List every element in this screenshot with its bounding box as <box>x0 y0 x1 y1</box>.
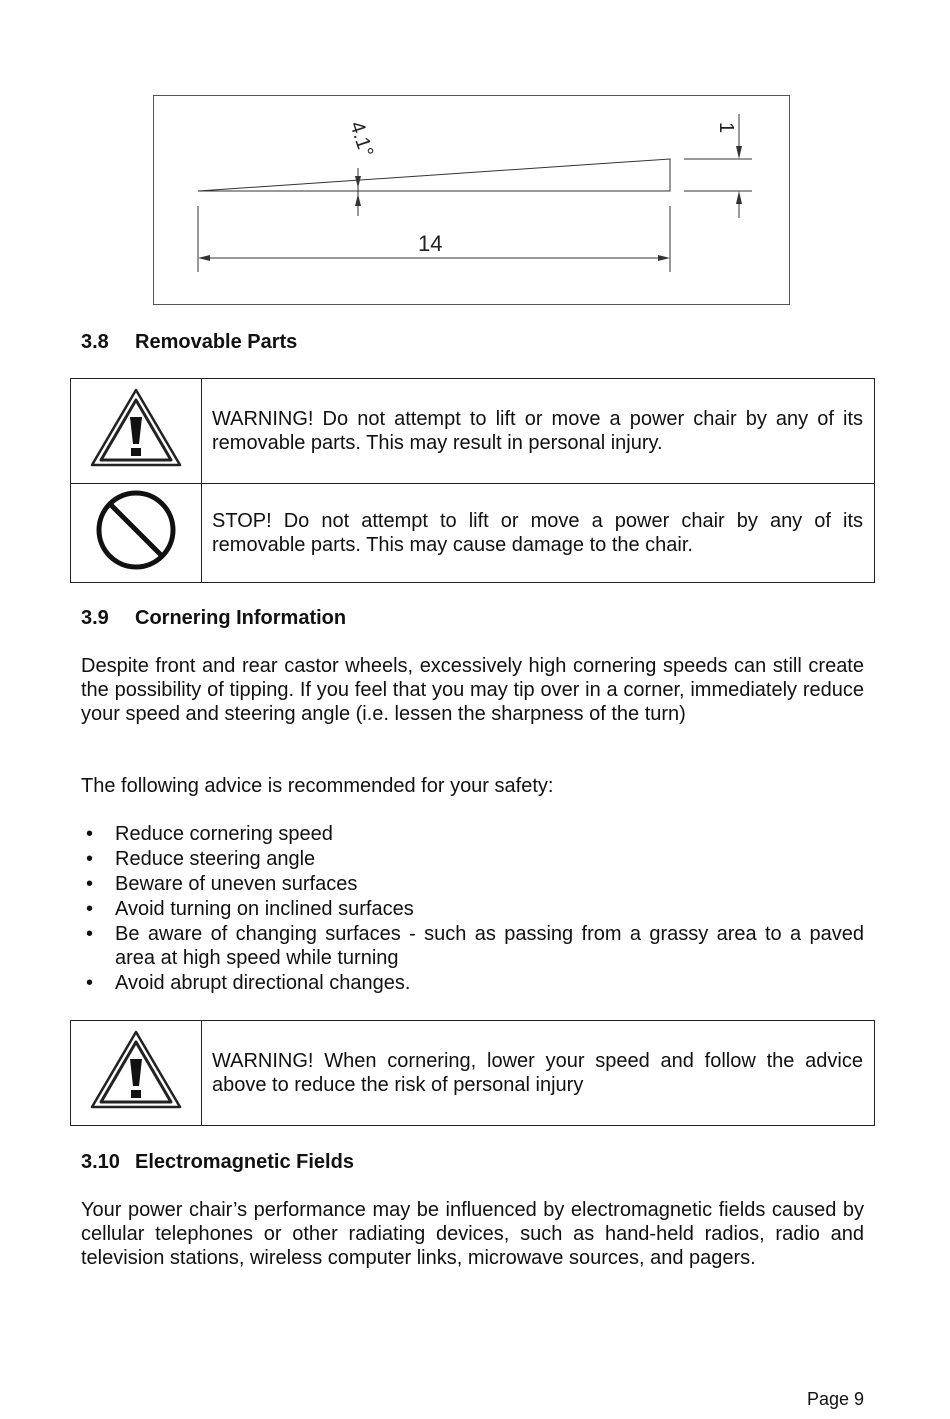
bullet-icon: • <box>86 898 94 920</box>
list-item <box>81 922 864 970</box>
height-arrow-up <box>736 191 742 204</box>
section-heading-3-8 <box>81 330 297 354</box>
list-item-text: Avoid turning on inclined surfaces <box>115 898 414 920</box>
angle-label: 4.1° <box>345 118 378 160</box>
angle-arrow-down <box>355 176 361 188</box>
length-arrow-right <box>658 255 670 261</box>
warning-row <box>71 1021 875 1126</box>
warning-text: WARNING! Do not attempt to lift or move a power chair by any of its removable parts. This may result in personal injury. <box>202 379 875 484</box>
section-heading-3-9 <box>81 606 346 630</box>
section-title: Electromagnetic Fields <box>135 1151 354 1173</box>
section-number: 3.10 <box>81 1151 120 1173</box>
warning-triangle-icon <box>89 387 183 469</box>
list-item-text: Beware of uneven surfaces <box>115 873 358 895</box>
page-number: Page 9 <box>806 1389 864 1409</box>
length-arrow-left <box>198 255 210 261</box>
bullet-icon: • <box>86 972 94 994</box>
cornering-paragraph: Despite front and rear castor wheels, excessively high cornering speeds can still create the possibility of tipping. If you feel that you may tip over in a corner, immediately reduce your speed and steering angle (i.e. lessen the sharpness of the turn) <box>81 655 864 725</box>
list-item-text: Be aware of changing surfaces - such as passing from a grassy area to a paved area at high speed while turning <box>115 923 864 969</box>
cornering-warning-callout <box>70 1020 875 1126</box>
bullet-icon: • <box>86 923 94 945</box>
wedge-outline <box>198 159 670 191</box>
bullet-icon: • <box>86 848 94 870</box>
height-label: 1 <box>715 122 737 134</box>
prohibition-icon <box>94 488 178 572</box>
list-item <box>81 822 864 846</box>
bullet-icon: • <box>86 823 94 845</box>
section-title: Cornering Information <box>135 607 347 629</box>
safety-advice-list <box>81 822 864 996</box>
angle-arrow-up <box>355 194 361 206</box>
warning-triangle-icon <box>89 1029 183 1111</box>
section-heading-3-10 <box>81 1150 354 1174</box>
slope-diagram <box>153 95 790 305</box>
stop-row <box>71 484 875 583</box>
section-number: 3.9 <box>81 607 109 629</box>
warning-text: WARNING! When cornering, lower your speed and follow the advice above to reduce the risk of personal injury <box>202 1021 875 1126</box>
stop-text: STOP! Do not attempt to lift or move a power chair by any of its removable parts. This may cause damage to the chair. <box>202 484 875 583</box>
warning-icon-cell <box>71 1021 202 1126</box>
section-number: 3.8 <box>81 331 109 353</box>
list-item-text: Avoid abrupt directional changes. <box>115 972 411 994</box>
warning-icon-cell <box>71 379 202 484</box>
warning-row <box>71 379 875 484</box>
list-item-text: Reduce cornering speed <box>115 823 333 845</box>
bullet-icon: • <box>86 873 94 895</box>
electromagnetic-paragraph: Your power chair’s performance may be influenced by electromagnetic fields caused by cellular telephones or other radiating devices, such as hand-held radios, radio and television stations, wireless computer links, microwave sources, and pagers. <box>81 1199 864 1269</box>
list-item <box>81 872 864 896</box>
removable-parts-callouts <box>70 378 875 583</box>
safety-advice-intro: The following advice is recommended for your safety: <box>81 775 554 797</box>
list-item <box>81 847 864 871</box>
list-item <box>81 897 864 921</box>
list-item-text: Reduce steering angle <box>115 848 316 870</box>
length-label: 14 <box>418 231 443 256</box>
height-arrow-down <box>736 146 742 159</box>
list-item <box>81 971 864 995</box>
section-title: Removable Parts <box>135 331 298 353</box>
stop-icon-cell <box>71 484 202 583</box>
slope-diagram-svg <box>154 96 791 306</box>
